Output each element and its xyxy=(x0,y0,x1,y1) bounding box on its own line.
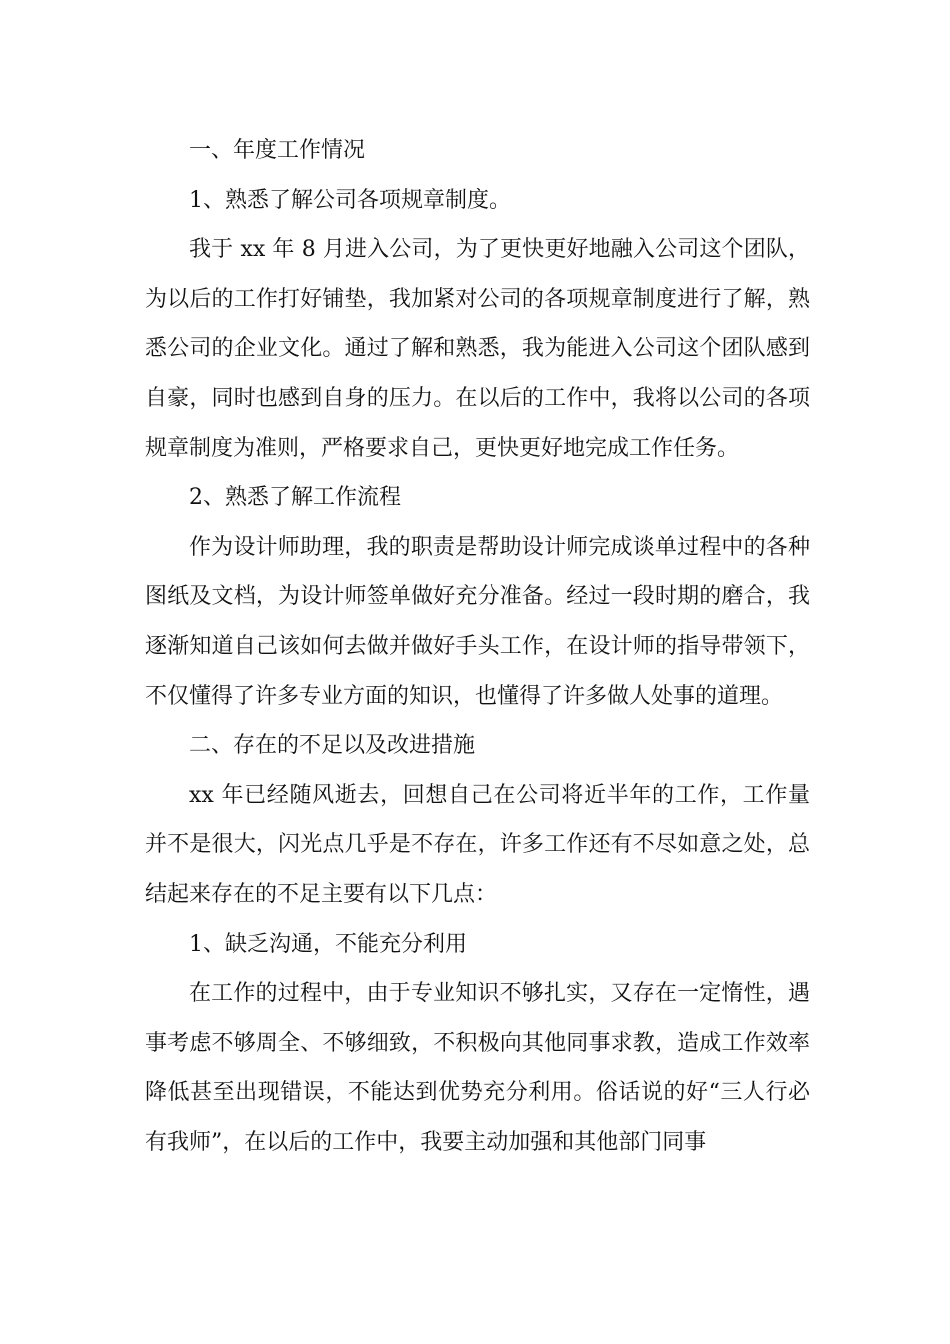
paragraph-shortcomings-intro: xx 年已经随风逝去，回想自己在公司将近半年的工作，工作量并不是很大，闪光点几乎是不存在，许多工作还有不尽如意之处，总结起来存在的不足主要有以下几点： xyxy=(145,782,810,907)
section-heading-shortcomings: 二、存在的不足以及改进措施 xyxy=(189,733,476,759)
subheading-company-rules: 1、熟悉了解公司各项规章制度。 xyxy=(189,187,511,213)
paragraph-company-rules: 我于 xx 年 8 月进入公司，为了更快更好地融入公司这个团队，为以后的工作打好铺垫，我加紧对公司的各项规章制度进行了解，熟悉公司的企业文化。通过了解和熟悉，我为能进入公司这个团队感到自豪，同时也感到自身的压力。在以后的工作中，我将以公司的各项规章制度为准则，严格要求自己，更快更好地完成工作任务。 xyxy=(145,237,810,461)
section-heading-annual-work: 一、年度工作情况 xyxy=(189,138,366,163)
subheading-workflow: 2、熟悉了解工作流程 xyxy=(189,485,401,511)
paragraph-lack-communication: 在工作的过程中，由于专业知识不够扎实，又存在一定惰性，遇事考虑不够周全、不够细致，不积极向其他同事求教，造成工作效率降低甚至出现错误，不能达到优势充分利用。俗话说的好“三人行必有我师”，在以后的工作中，我要主动加强和其他部门同事 xyxy=(145,981,810,1155)
document-body xyxy=(145,126,810,1167)
paragraph-workflow: 作为设计师助理，我的职责是帮助设计师完成谈单过程中的各种图纸及文档，为设计师签单做好充分准备。经过一段时期的磨合，我逐渐知道自己该如何去做并做好手头工作，在设计师的指导带领下，不仅懂得了许多专业方面的知识，也懂得了许多做人处事的道理。 xyxy=(145,534,810,709)
subheading-lack-communication: 1、缺乏沟通，不能充分利用 xyxy=(189,931,467,957)
